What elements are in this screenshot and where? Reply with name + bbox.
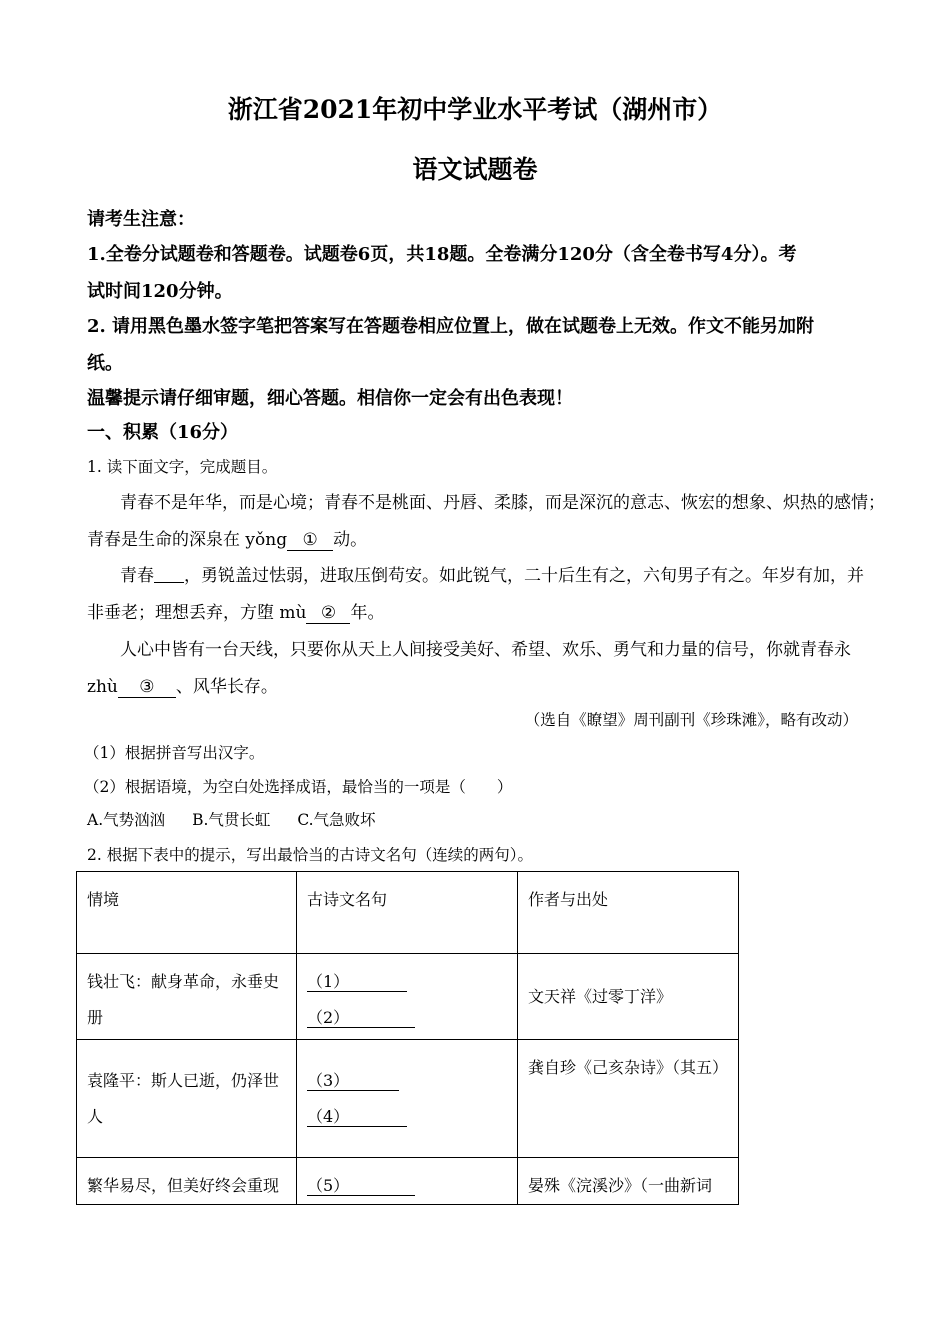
row-poem-lines xyxy=(297,954,518,1040)
blank-3: ③ xyxy=(118,679,176,698)
header-poem-lines: 古诗文名句 xyxy=(297,872,518,954)
passage-para-2-line-1 xyxy=(120,561,864,586)
option-b: B.气贯长虹 xyxy=(192,811,271,829)
passage-text: ，勇锐盖过怯弱，进取压倒苟安。如此锐气，二十后生有之，六旬男子有之。年岁有加，并 xyxy=(184,566,864,586)
blank-2: ② xyxy=(306,605,350,624)
option-c: C.气急败坏 xyxy=(297,811,376,829)
question-2-prompt: 2. 根据下表中的提示，写出最恰当的古诗文名句（连续的两句）。 xyxy=(87,846,533,864)
notice-heading: 请考生注意： xyxy=(87,209,195,230)
passage-text: 动。 xyxy=(333,530,368,550)
passage-para-3-line-1: 人心中皆有一台天线，只要你从天上人间接受美好、希望、欢乐、勇气和力量的信号，你就青春永 xyxy=(120,640,851,660)
passage-text: 年。 xyxy=(350,603,385,623)
row-poem-lines xyxy=(297,1040,518,1158)
header-source: 作者与出处 xyxy=(518,872,739,954)
idiom-blank xyxy=(154,564,184,583)
passage-para-3-line-2 xyxy=(87,672,278,698)
answer-line-3[interactable]: （3） xyxy=(307,1071,399,1091)
passage-para-2-line-2 xyxy=(87,598,384,624)
blank-1: ① xyxy=(287,532,333,551)
row-context: 袁隆平：斯人已逝，仍泽世人 xyxy=(77,1040,297,1158)
poetry-table xyxy=(76,871,739,1205)
section-heading: 一、积累（16分） xyxy=(87,422,239,443)
passage-para-1-line-2 xyxy=(87,525,367,551)
answer-line-5[interactable]: （5） xyxy=(307,1176,415,1196)
passage-text: 、风华长存。 xyxy=(175,677,278,697)
notice-item-2-line-1: 2. 请用黑色墨水签字笔把答案写在答题卷相应位置上，做在试题卷上无效。作文不能另加附 xyxy=(87,316,815,337)
sub-question-2: （2）根据语境，为空白处选择成语，最恰当的一项是（ ） xyxy=(84,778,513,796)
table-row xyxy=(77,1158,739,1205)
options xyxy=(87,808,376,830)
passage-source: （选自《瞭望》周刊副刊《珍珠滩》，略有改动） xyxy=(524,711,858,729)
row-poem-lines xyxy=(297,1158,518,1205)
row-source: 龚自珍《己亥杂诗》（其五） xyxy=(518,1040,739,1158)
passage-para-1-line-1: 青春不是年华，而是心境；青春不是桃面、丹唇、柔膝，而是深沉的意志、恢宏的想象、炽热的感情； xyxy=(120,493,885,513)
row-source: 文天祥《过零丁洋》 xyxy=(518,954,739,1040)
notice-tip: 温馨提示请仔细审题，细心答题。相信你一定会有出色表现！ xyxy=(87,388,573,409)
notice-item-1-line-1: 1.全卷分试题卷和答题卷。试题卷6页，共18题。全卷满分120分（含全卷书写4分）。考 xyxy=(87,244,797,265)
passage-text: zhù xyxy=(87,677,118,697)
option-a: A.气势汹汹 xyxy=(87,811,166,829)
sub-question-1: （1）根据拼音写出汉字。 xyxy=(84,744,265,762)
answer-line-2[interactable]: （2） xyxy=(307,1008,415,1028)
table-header-row xyxy=(77,872,739,954)
exam-subtitle: 语文试题卷 xyxy=(412,155,538,184)
row-source: 晏殊《浣溪沙》（一曲新词 xyxy=(518,1158,739,1205)
passage-text: 非垂老；理想丢弃，方堕 mù xyxy=(87,603,307,623)
notice-item-1-line-2: 试时间120分钟。 xyxy=(87,281,233,302)
exam-title: 浙江省2021年初中学业水平考试（湖州市） xyxy=(227,95,723,124)
table-row xyxy=(77,1040,739,1158)
answer-line-1[interactable]: （1） xyxy=(307,972,407,992)
passage-text: 青春是生命的深泉在 yǒng xyxy=(87,530,288,550)
header-context: 情境 xyxy=(77,872,297,954)
answer-line-4[interactable]: （4） xyxy=(307,1107,407,1127)
notice-item-2-line-2: 纸。 xyxy=(87,353,123,374)
row-context: 繁华易尽，但美好终会重现 xyxy=(77,1158,297,1205)
row-context: 钱壮飞：献身革命，永垂史册 xyxy=(77,954,297,1040)
table-row xyxy=(77,954,739,1040)
question-1-prompt: 1. 读下面文字，完成题目。 xyxy=(87,458,278,476)
passage-text: 青春 xyxy=(120,566,154,586)
